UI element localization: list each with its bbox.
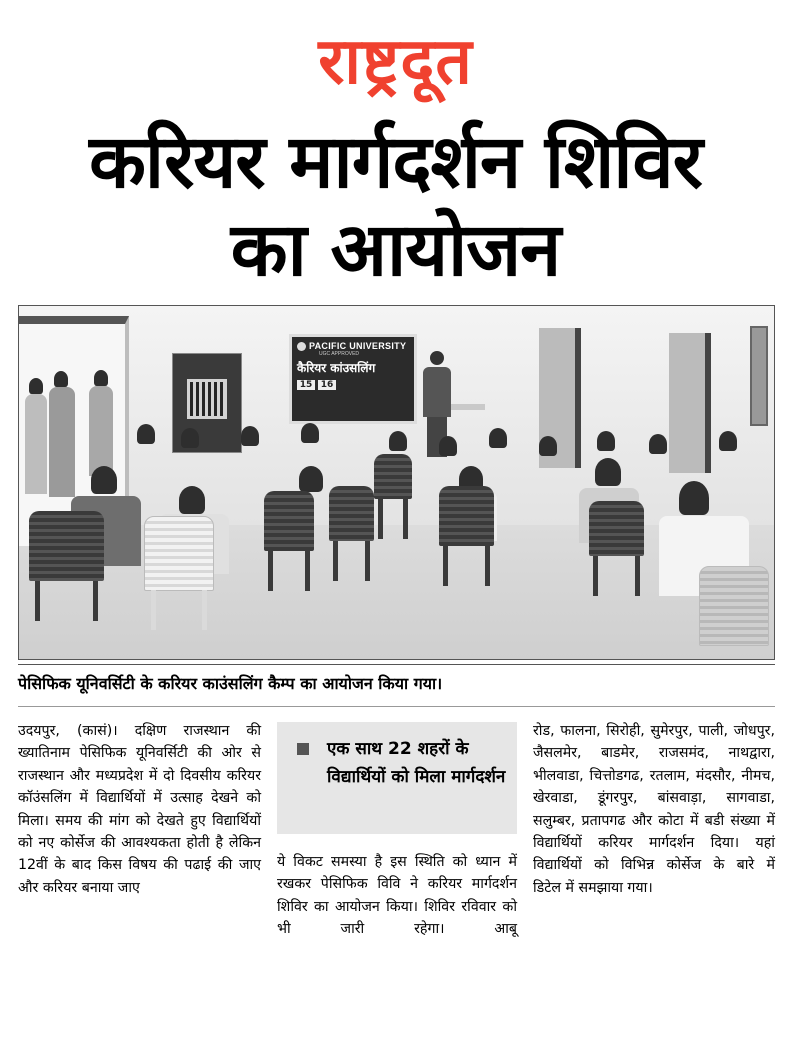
newspaper-masthead: राष्ट्रदूत	[318, 25, 473, 99]
qr-code-icon	[187, 379, 227, 419]
article-text: रोड, फालना, सिरोही, सुमेरपुर, पाली, जोधपुर, जैसलमेर, बाडमेर, राजसमंद, नाथद्वारा, भीलवाडा, चित्तोडगढ, रतलाम, मंदसौर, नीमच, खेरवाडा, डूंगरपुर, बांसवाड़ा, सागवाडा, सलुम्बर, प्रतापगढ और कोटा में बडी संख्या में विद्यार्थियों करियर मार्गदर्शन दिया। यहां विद्यार्थियों को विभिन्न कोर्सेज के बारे में	[533, 723, 775, 874]
square-bullet-icon	[297, 743, 309, 755]
banner-subtitle: UGC APPROVED	[319, 351, 360, 358]
article-text: ये विकट समस्या है इस स्थिति को ध्यान में रखकर पेसिफिक विवि ने करियर मार्गदर्शन शिविर का आयोजन किया। शिविर रविवार को भी जारी रहेगा। आबू	[277, 854, 517, 938]
banner-date: 15	[297, 380, 315, 390]
photo-door	[669, 333, 711, 473]
photo-window	[750, 326, 768, 426]
highlight-box	[277, 722, 517, 834]
article-text-end: डिटेल में समझाया गया।	[533, 879, 653, 896]
banner-title: PACIFIC UNIVERSITY	[309, 341, 407, 351]
university-logo-icon	[297, 342, 306, 351]
caption-top-rule	[18, 664, 775, 665]
photo-podium	[451, 404, 485, 410]
university-banner	[289, 334, 417, 424]
headline-line-2: का आयोजन	[230, 207, 561, 293]
article-column-2	[277, 851, 517, 941]
article-column-3	[533, 720, 775, 899]
headline-line-1: करियर मार्गदर्शन शिविर	[89, 119, 702, 205]
article-column-1	[18, 720, 261, 899]
banner-hindi-title: कैरियर कांउसलिंग	[297, 361, 376, 376]
article-text: उदयपुर, (कासं)। दक्षिण राजस्थान की ख्यातिनाम पेसिफिक यूनिवर्सिटी की ओर से राजस्थान और मध्यप्रदेश में दो दिवसीय करियर कॉउंसलिंग में विद्यार्थियों में उत्साह देखने को मिला। समय की मांग को देखते हुए विद्यार्थियों को नए कोर्सेज की आवश्यकता होती है लेकिन 12वीं के बाद किस विषय की पढाई की जाए और करियर बनाया जाए	[18, 723, 261, 896]
banner-date: 16	[318, 380, 336, 390]
highlight-text: एक साथ 22 शहरों के विद्यार्थियों को मिला मार्गदर्शन	[327, 739, 506, 787]
photo-caption: पेसिफिक यूनिवर्सिटी के करियर काउंसलिंग कैम्प का आयोजन किया गया।	[18, 674, 443, 693]
caption-bottom-rule	[18, 706, 775, 707]
news-photo	[18, 305, 775, 660]
